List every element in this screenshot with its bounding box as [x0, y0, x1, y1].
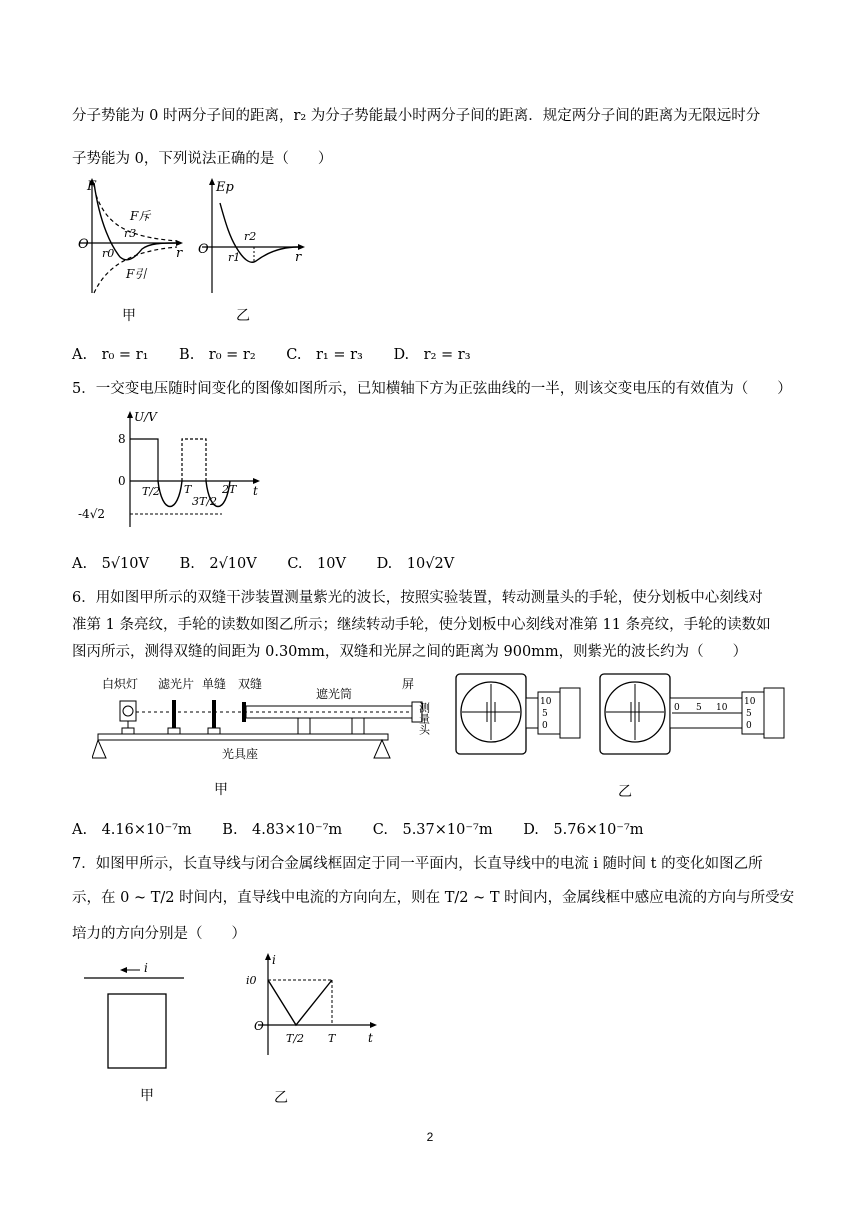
q7-line-2 — [72, 886, 794, 907]
q7-current-label: i — [144, 961, 148, 975]
q4-line-2: 子势能为 0，下列说法正确的是（ ） — [72, 151, 333, 167]
q6-reading-2-tick-10: 10 — [744, 697, 756, 707]
q6-reading-2-scale-10: 10 — [716, 703, 728, 713]
q4-option-d[interactable]: D. r₂ = r₃ — [393, 347, 471, 363]
q6-options — [72, 818, 670, 839]
q4-options — [72, 343, 497, 364]
q4-f-label: F — [87, 179, 97, 194]
q5-tick-2t: 2T — [222, 483, 237, 496]
q4-caption-right: 乙 — [236, 308, 250, 324]
q6-label-bench: 光具座 — [222, 747, 259, 761]
q7-tick-t: T — [328, 1032, 336, 1045]
q7-line-3: 培力的方向分别是（ ） — [72, 926, 246, 942]
q5-tick-3half: 3T/2 — [192, 495, 218, 508]
q6-reading-2-tick-0: 0 — [746, 721, 752, 731]
q4-f-r0: r0 — [102, 247, 115, 260]
q4-f-r3: r3 — [124, 227, 137, 240]
q4-energy-graph — [198, 175, 308, 297]
q5-tick-half: T/2 — [142, 485, 161, 498]
q6-reading-1-tick-10: 10 — [540, 697, 552, 707]
q5-option-d[interactable]: D. 10√2V — [376, 556, 455, 572]
q6-label-filter: 滤光片 — [158, 677, 195, 691]
q6-reading-1-tick-0: 0 — [542, 721, 548, 731]
q4-f-repulsive: F斥 — [130, 209, 151, 223]
q7-origin: O — [254, 1019, 264, 1033]
q6-apparatus-diagram — [92, 668, 448, 772]
q4-line-1: 分子势能为 0 时两分子间的距离，r₂ 为分子势能最小时两分子间的距离．规定两分子间的距离为无限远时分 — [72, 108, 761, 124]
q4-f-attractive: F引 — [126, 267, 147, 281]
q6-reading-2-tick-5: 5 — [746, 709, 752, 719]
q7-line-2b: T/2 ~ T 时间内，金属线框中感应电流的方向与所受安 — [444, 890, 795, 906]
q5-origin: 0 — [118, 474, 126, 488]
q4-f-origin: O — [78, 237, 89, 252]
q5-option-a[interactable]: A. 5√10V — [72, 556, 149, 572]
q4-ep-r1: r1 — [228, 251, 241, 264]
q4-option-a[interactable]: A. r₀ = r₁ — [72, 347, 149, 363]
q5-y-high: 8 — [118, 432, 126, 446]
q6-label-double-slit: 双缝 — [238, 677, 263, 691]
q6-line-3: 图丙所示，测得双缝的间距为 0.30mm，双缝和光屏之间的距离为 900mm，则紫光的波长约为（ ） — [72, 644, 748, 660]
q6-label-screen: 屏 — [402, 677, 415, 691]
q6-reading-2-scale-5: 5 — [696, 703, 702, 713]
q7-current-graph — [232, 950, 382, 1060]
q4-force-graph — [72, 175, 187, 297]
q7-tick-half: T/2 — [286, 1032, 305, 1045]
q7-x-label: t — [368, 1031, 373, 1045]
q5-line-1: 5．一交变电压随时间变化的图像如图所示，已知横轴下方为正弦曲线的一半，则该交变电压的有效值为（ ） — [72, 381, 792, 397]
q5-voltage-graph — [72, 405, 262, 530]
q4-ep-label: Ep — [216, 180, 234, 195]
q4-ep-x-label: r — [295, 250, 302, 265]
q4-caption-left: 甲 — [122, 308, 136, 324]
page-number: 2 — [426, 1130, 434, 1144]
q5-options — [72, 552, 480, 573]
q5-tick-t: T — [184, 483, 192, 496]
q7-i-label: i — [272, 953, 276, 967]
q5-option-b[interactable]: B. 2√10V — [179, 556, 257, 572]
q6-reading-2 — [596, 670, 788, 758]
q7-wire-frame-diagram — [80, 956, 190, 1076]
q4-option-c[interactable]: C. r₁ = r₃ — [286, 347, 363, 363]
q7-line-2a: 示，在 0 ~ T/2 时间内，直导线中电流的方向向左，则在 — [72, 890, 441, 906]
q6-label-tube: 遮光筒 — [316, 687, 353, 701]
q5-x-label: t — [253, 484, 258, 498]
q6-option-d[interactable]: D. 5.76×10⁻⁷m — [523, 822, 644, 838]
q6-label-measure-head: 测量头 — [417, 702, 431, 735]
q5-y-label: U/V — [134, 410, 157, 424]
q6-label-single-slit: 单缝 — [202, 677, 227, 691]
q6-line-2: 准第 1 条亮纹，手轮的读数如图乙所示；继续转动手轮，使分划板中心刻线对准第 11 条亮纹，手轮的读数如 — [72, 617, 771, 633]
q6-line-1: 6．用如图甲所示的双缝干涉装置测量紫光的波长，按照实验装置，转动测量头的手轮，使分划板中心刻线对 — [72, 590, 763, 606]
q6-reading-1 — [452, 670, 584, 758]
q6-label-lamp: 白炽灯 — [102, 677, 139, 691]
q6-caption-left: 甲 — [214, 782, 228, 798]
q5-y-low: -4√2 — [78, 507, 105, 521]
q4-option-b[interactable]: B. r₀ = r₂ — [179, 347, 256, 363]
q6-reading-1-tick-5: 5 — [542, 709, 548, 719]
q6-option-b[interactable]: B. 4.83×10⁻⁷m — [222, 822, 343, 838]
q7-i0-label: i0 — [246, 974, 257, 987]
q4-ep-r2: r2 — [244, 230, 257, 243]
q7-caption-right: 乙 — [274, 1090, 288, 1106]
q6-option-a[interactable]: A. 4.16×10⁻⁷m — [72, 822, 192, 838]
q4-f-x-label: r — [176, 246, 183, 261]
q6-reading-2-scale-0: 0 — [674, 703, 680, 713]
q5-option-c[interactable]: C. 10V — [287, 556, 346, 572]
q6-caption-right: 乙 — [618, 784, 632, 800]
q4-ep-origin: O — [198, 242, 209, 257]
q6-option-c[interactable]: C. 5.37×10⁻⁷m — [372, 822, 493, 838]
q7-line-1: 7．如图甲所示，长直导线与闭合金属线框固定于同一平面内，长直导线中的电流 i 随时间 t 的变化如图乙所 — [72, 856, 763, 872]
q7-caption-left: 甲 — [140, 1088, 154, 1104]
